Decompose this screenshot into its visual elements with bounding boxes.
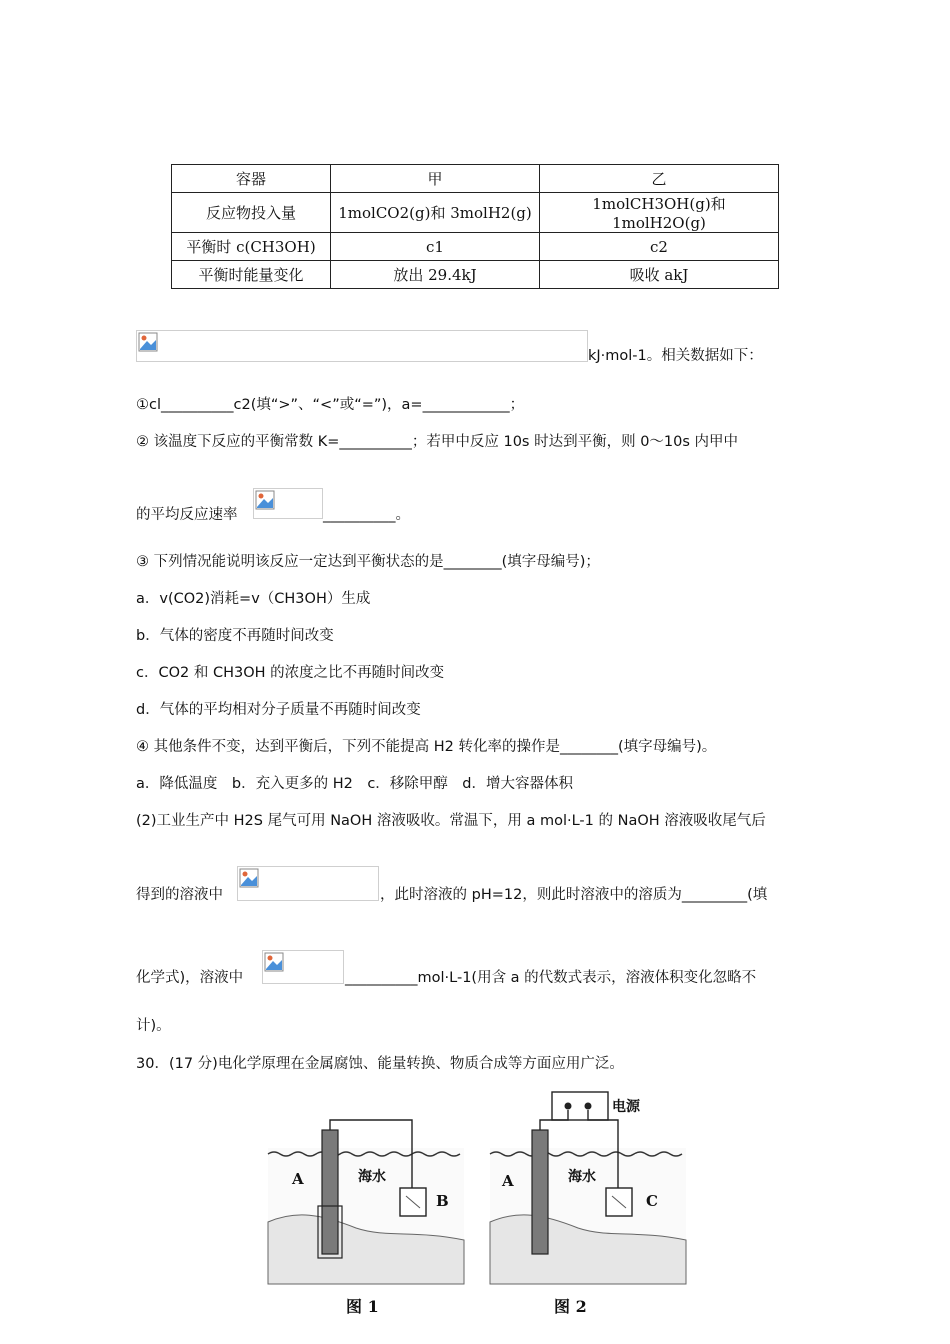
text-line: ③ 下列情况能说明该反应一定达到平衡状态的是________(填字母编号)； (136, 554, 600, 570)
figure-caption: 图 1 (346, 1297, 379, 1316)
text-line: 得到的溶液中 (136, 887, 223, 903)
text-line: kJ·mol-1。相关数据如下： (588, 348, 763, 364)
figure-caption: 图 2 (554, 1297, 587, 1316)
broken-image-icon (262, 950, 344, 984)
label-b: B (436, 1192, 449, 1210)
text-line: d．气体的平均相对分子质量不再随时间改变 (136, 702, 421, 718)
text-line: ④ 其他条件不变，达到平衡后，下列不能提高 H2 转化率的操作是________(填字母编号)。 (136, 739, 717, 755)
water-label: 海水 (568, 1169, 596, 1185)
text-line: a．v(CO2)消耗=v（CH3OH）生成 (136, 591, 371, 607)
table-cell: 平衡时 c(CH3OH) (172, 233, 331, 261)
table-cell: 放出 29.4kJ (331, 261, 540, 289)
text-line: 30．(17 分)电化学原理在金属腐蚀、能量转换、物质合成等方面应用广泛。 (136, 1056, 624, 1072)
table-header-row (172, 165, 779, 193)
text-line: ② 该温度下反应的平衡常数 K=__________；若甲中反应 10s 时达到平衡，则 0～10s 内甲中 (136, 434, 739, 450)
text-line: 计)。 (136, 1018, 171, 1034)
text-line: ，此时溶液的 pH=12，则此时溶液中的溶质为_________(填 (380, 887, 768, 903)
text-line: ①cl__________c2(填“>”、“<”或“=”)，a=____________； (136, 397, 525, 413)
table-row (172, 233, 779, 261)
text-line: (2)工业生产中 H2S 尾气可用 NaOH 溶液吸收。常温下，用 a mol·L-1 的 NaOH 溶液吸收尾气后 (136, 813, 766, 829)
table-cell: 甲 (331, 165, 540, 193)
table-cell: 乙 (540, 165, 779, 193)
text-line: b．气体的密度不再随时间改变 (136, 628, 334, 644)
label-a: A (292, 1170, 304, 1188)
text-line: 的平均反应速率 (136, 507, 238, 523)
broken-image-icon (136, 330, 588, 362)
figure-1 (266, 1110, 466, 1320)
figure-2 (488, 1088, 688, 1320)
text-line: a．降低温度 b．充入更多的 H2 c．移除甲醇 d．增大容器体积 (136, 776, 574, 792)
table-cell: 1molCO2(g)和 3molH2(g) (331, 193, 540, 233)
label-c: C (646, 1192, 658, 1210)
power-label: 电源 (612, 1099, 640, 1115)
water-label: 海水 (358, 1169, 386, 1185)
table-cell: 平衡时能量变化 (172, 261, 331, 289)
text-line: c．CO2 和 CH3OH 的浓度之比不再随时间改变 (136, 665, 445, 681)
table-cell: c1 (331, 233, 540, 261)
text-line: 化学式)，溶液中 (136, 970, 244, 986)
data-table (171, 164, 779, 289)
table-row (172, 193, 779, 233)
broken-image-icon (237, 866, 379, 901)
table-cell: 反应物投入量 (172, 193, 331, 233)
label-a: A (502, 1172, 514, 1190)
table-row (172, 261, 779, 289)
table-cell: 吸收 akJ (540, 261, 779, 289)
broken-image-icon (253, 488, 323, 519)
table-cell: 容器 (172, 165, 331, 193)
text-line: __________。 (323, 507, 410, 523)
table-cell: 1molCH3OH(g)和 1molH2O(g) (540, 193, 779, 233)
table-cell: c2 (540, 233, 779, 261)
text-line: __________mol·L-1(用含 a 的代数式表示，溶液体积变化忽略不 (345, 970, 757, 986)
